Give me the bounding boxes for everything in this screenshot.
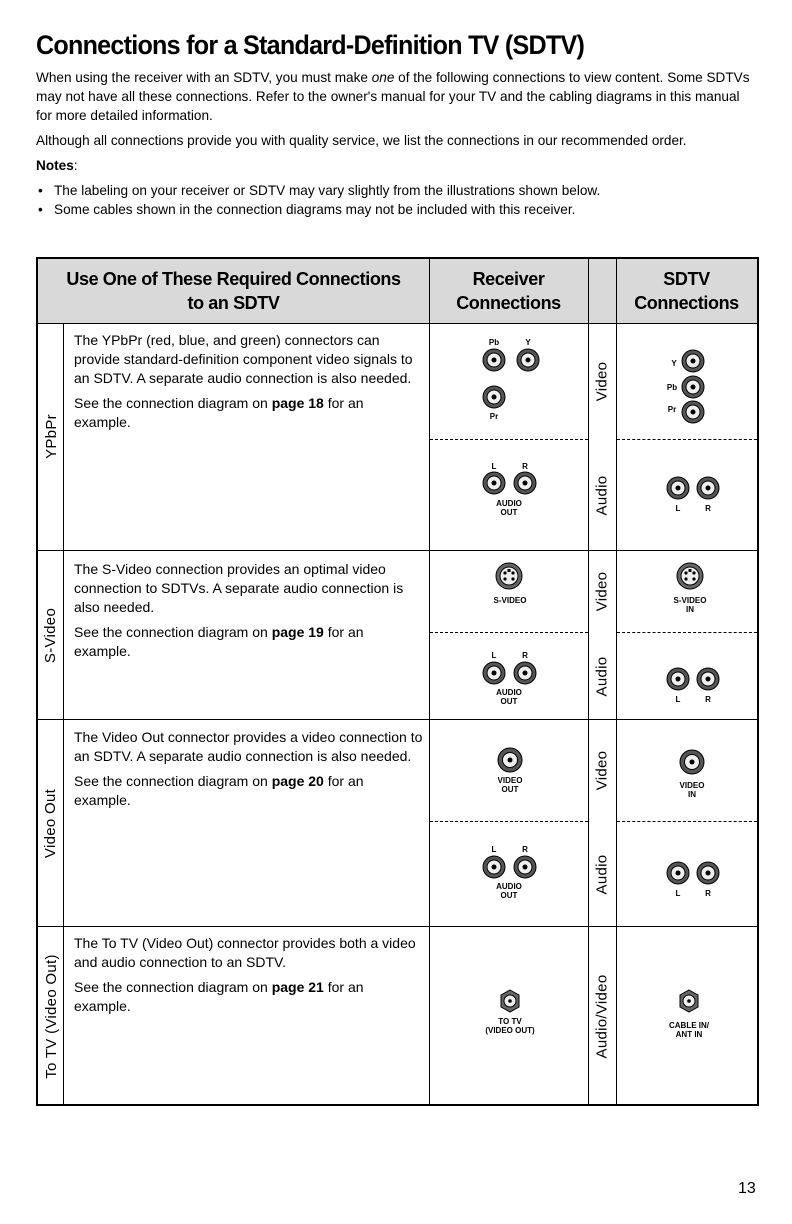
see-text: See the connection diagram on xyxy=(74,624,272,640)
label-pr: Pr xyxy=(489,412,499,421)
label-r: R xyxy=(705,695,711,704)
side-label-text: Video xyxy=(593,750,611,791)
label-text: AUDIO xyxy=(496,688,522,697)
header-sdtv-connections xyxy=(616,259,757,323)
dashed-divider xyxy=(430,439,588,440)
rca-jack-icon xyxy=(679,749,705,775)
header-text: to an SDTV xyxy=(187,293,280,313)
label-r: R xyxy=(705,504,711,513)
rca-jack-icon xyxy=(681,349,705,373)
row-label-to-tv xyxy=(38,927,64,1106)
label-y: Y xyxy=(671,359,677,368)
side-label-text: Audio xyxy=(593,656,611,696)
rca-jack-icon xyxy=(513,855,537,879)
row-separator xyxy=(38,719,757,720)
dashed-divider xyxy=(430,632,588,633)
notes-colon: : xyxy=(73,158,78,173)
label-l: L xyxy=(675,889,681,898)
intro-section xyxy=(36,68,758,219)
rca-jack-icon xyxy=(482,661,506,685)
label-text: OUT xyxy=(501,785,519,794)
rca-jack-icon xyxy=(666,861,690,885)
label-l: L xyxy=(491,651,497,660)
svideo-jack-icon xyxy=(495,562,523,590)
grid-line xyxy=(429,259,430,1106)
row-text: The S-Video connection provides an optimal video connection to SDTVs. A separate audio connection is also needed. xyxy=(74,561,404,615)
svideo-jack-icon xyxy=(676,562,704,590)
side-label-audio xyxy=(589,633,615,719)
side-label-text: Video xyxy=(593,361,611,401)
row-description-to-tv xyxy=(74,934,424,1022)
label-svideo: S-VIDEO xyxy=(493,596,527,605)
header-required-connections xyxy=(38,259,429,323)
page-reference: page 21 xyxy=(271,979,324,995)
label-text: AUDIO xyxy=(496,882,522,891)
label-text: OUT xyxy=(500,508,518,517)
label-text: AUDIO xyxy=(496,499,522,508)
see-text: See the connection diagram on xyxy=(74,395,272,411)
label-text: S-VIDEO xyxy=(673,596,707,605)
row-see-page xyxy=(74,394,424,432)
rca-jack-icon xyxy=(482,348,506,372)
intro-paragraph-2: Although all connections provide you with quality service, we list the connections in our recommended order. xyxy=(36,133,687,148)
label-audio-out xyxy=(484,499,534,517)
label-text: OUT xyxy=(500,891,518,900)
rca-jack-icon xyxy=(666,667,690,691)
label-pb: Pb xyxy=(488,338,500,347)
side-label-text: Audio xyxy=(593,854,611,894)
row-label-video-out xyxy=(38,720,64,926)
see-text: for an example. xyxy=(74,395,364,430)
intro-text: of the following connections to view content. Some SDTVs may not have all these connections. Refer to the owner's manual for your TV and the cabling diagrams in this manual for more detailed information. xyxy=(36,70,750,123)
side-label-audio-video xyxy=(589,927,615,1106)
notes-heading xyxy=(36,156,758,175)
side-label-audio xyxy=(589,822,615,926)
row-label-svideo xyxy=(38,551,64,719)
side-label-video xyxy=(589,551,615,632)
notes-heading-text: Notes xyxy=(36,158,74,173)
see-text: for an example. xyxy=(74,979,364,1014)
rca-jack-icon xyxy=(696,476,720,500)
rca-jack-icon xyxy=(681,375,705,399)
see-text: for an example. xyxy=(74,773,364,808)
dashed-divider xyxy=(617,821,757,822)
row-text: The To TV (Video Out) connector provides both a video and audio connection to an SDTV. xyxy=(74,935,416,970)
row-text: The YPbPr (red, blue, and green) connectors can provide standard-definition component video signals to an SDTV. A separate audio connection is also needed. xyxy=(74,332,413,386)
label-text: IN xyxy=(686,605,694,614)
side-label-video xyxy=(589,720,615,821)
see-text: for an example. xyxy=(74,624,364,659)
note-item: • Some cables shown in the connection diagrams may not be included with this receiver. xyxy=(36,200,758,219)
row-description-svideo xyxy=(74,560,424,667)
label-text: ANT IN xyxy=(675,1030,703,1039)
coax-jack-icon xyxy=(678,989,700,1013)
label-to-tv xyxy=(474,1017,546,1035)
row-separator xyxy=(38,550,757,551)
label-pb: Pb xyxy=(666,383,678,392)
label-text: CABLE IN/ xyxy=(669,1021,709,1030)
rca-jack-icon xyxy=(696,667,720,691)
row-description-video-out xyxy=(74,728,424,816)
rca-jack-icon xyxy=(681,400,705,424)
dashed-divider xyxy=(430,821,588,822)
row-see-page xyxy=(74,772,424,810)
see-text: See the connection diagram on xyxy=(74,979,272,995)
rca-jack-icon xyxy=(482,385,506,409)
label-y: Y xyxy=(525,338,531,347)
row-text: The Video Out connector provides a video connection to an SDTV. A separate audio connection is also needed. xyxy=(74,729,423,764)
row-label-text: Video Out xyxy=(42,788,60,858)
row-see-page xyxy=(74,623,424,661)
side-label-audio xyxy=(589,440,615,550)
coax-jack-icon xyxy=(499,989,521,1013)
side-label-text: Audio xyxy=(593,475,611,515)
label-r: R xyxy=(522,651,528,660)
row-separator xyxy=(38,926,757,927)
label-text: VIDEO xyxy=(497,776,523,785)
label-text: OUT xyxy=(500,697,518,706)
rca-jack-icon xyxy=(482,855,506,879)
label-audio-out xyxy=(484,688,534,706)
rca-jack-icon xyxy=(513,471,537,495)
row-see-page xyxy=(74,978,424,1016)
label-l: L xyxy=(491,462,497,471)
label-r: R xyxy=(522,845,528,854)
header-text: Receiver xyxy=(472,269,545,289)
rca-jack-icon xyxy=(696,861,720,885)
intro-paragraph-1 xyxy=(36,68,758,125)
label-pr: Pr xyxy=(667,405,677,414)
label-text: VIDEO xyxy=(679,781,705,790)
rca-jack-icon xyxy=(516,348,540,372)
row-label-ypbpr xyxy=(38,323,64,550)
side-label-text: Audio/Video xyxy=(593,974,611,1059)
page-title: Connections for a Standard-Definition TV (SDTV) xyxy=(36,30,585,60)
label-cable-in xyxy=(656,1021,722,1039)
row-label-text: S-Video xyxy=(42,607,60,663)
rca-jack-icon xyxy=(666,476,690,500)
note-item: • The labeling on your receiver or SDTV may vary slightly from the illustrations shown below. xyxy=(36,181,758,200)
label-audio-out xyxy=(484,882,534,900)
rca-jack-icon xyxy=(497,747,523,773)
header-receiver-connections xyxy=(429,259,588,323)
intro-emphasis: one xyxy=(371,70,395,85)
row-label-text: To TV (Video Out) xyxy=(42,954,60,1079)
label-l: L xyxy=(675,695,681,704)
side-label-video xyxy=(589,323,615,439)
page-number: 13 xyxy=(738,1180,756,1197)
label-video-in xyxy=(666,781,718,799)
dashed-divider xyxy=(617,632,757,633)
label-l: L xyxy=(675,504,681,513)
table-header xyxy=(38,259,757,324)
dashed-divider xyxy=(617,439,757,440)
rca-jack-icon xyxy=(513,661,537,685)
header-text: Use One of These Required Connections xyxy=(66,269,401,289)
label-r: R xyxy=(522,462,528,471)
header-text: SDTV xyxy=(663,269,710,289)
row-label-text: YPbPr xyxy=(42,414,60,459)
side-label-text: Video xyxy=(593,571,611,612)
page-reference: page 18 xyxy=(271,395,324,411)
label-svideo-in xyxy=(664,596,716,614)
header-text: Connections xyxy=(634,293,739,313)
label-text: TO TV xyxy=(498,1017,522,1026)
intro-text: When using the receiver with an SDTV, you must make xyxy=(36,70,372,85)
label-l: L xyxy=(491,845,497,854)
label-video-out xyxy=(484,776,536,794)
header-text: Connections xyxy=(456,293,561,313)
page-reference: page 20 xyxy=(271,773,324,789)
connections-table xyxy=(36,257,759,1106)
grid-line xyxy=(616,259,617,1106)
label-r: R xyxy=(705,889,711,898)
row-description-ypbpr xyxy=(74,331,424,438)
page-reference: page 19 xyxy=(271,624,324,640)
see-text: See the connection diagram on xyxy=(74,773,272,789)
label-text: (VIDEO OUT) xyxy=(485,1026,535,1035)
label-text: IN xyxy=(688,790,696,799)
notes-list xyxy=(36,181,758,219)
rca-jack-icon xyxy=(482,471,506,495)
